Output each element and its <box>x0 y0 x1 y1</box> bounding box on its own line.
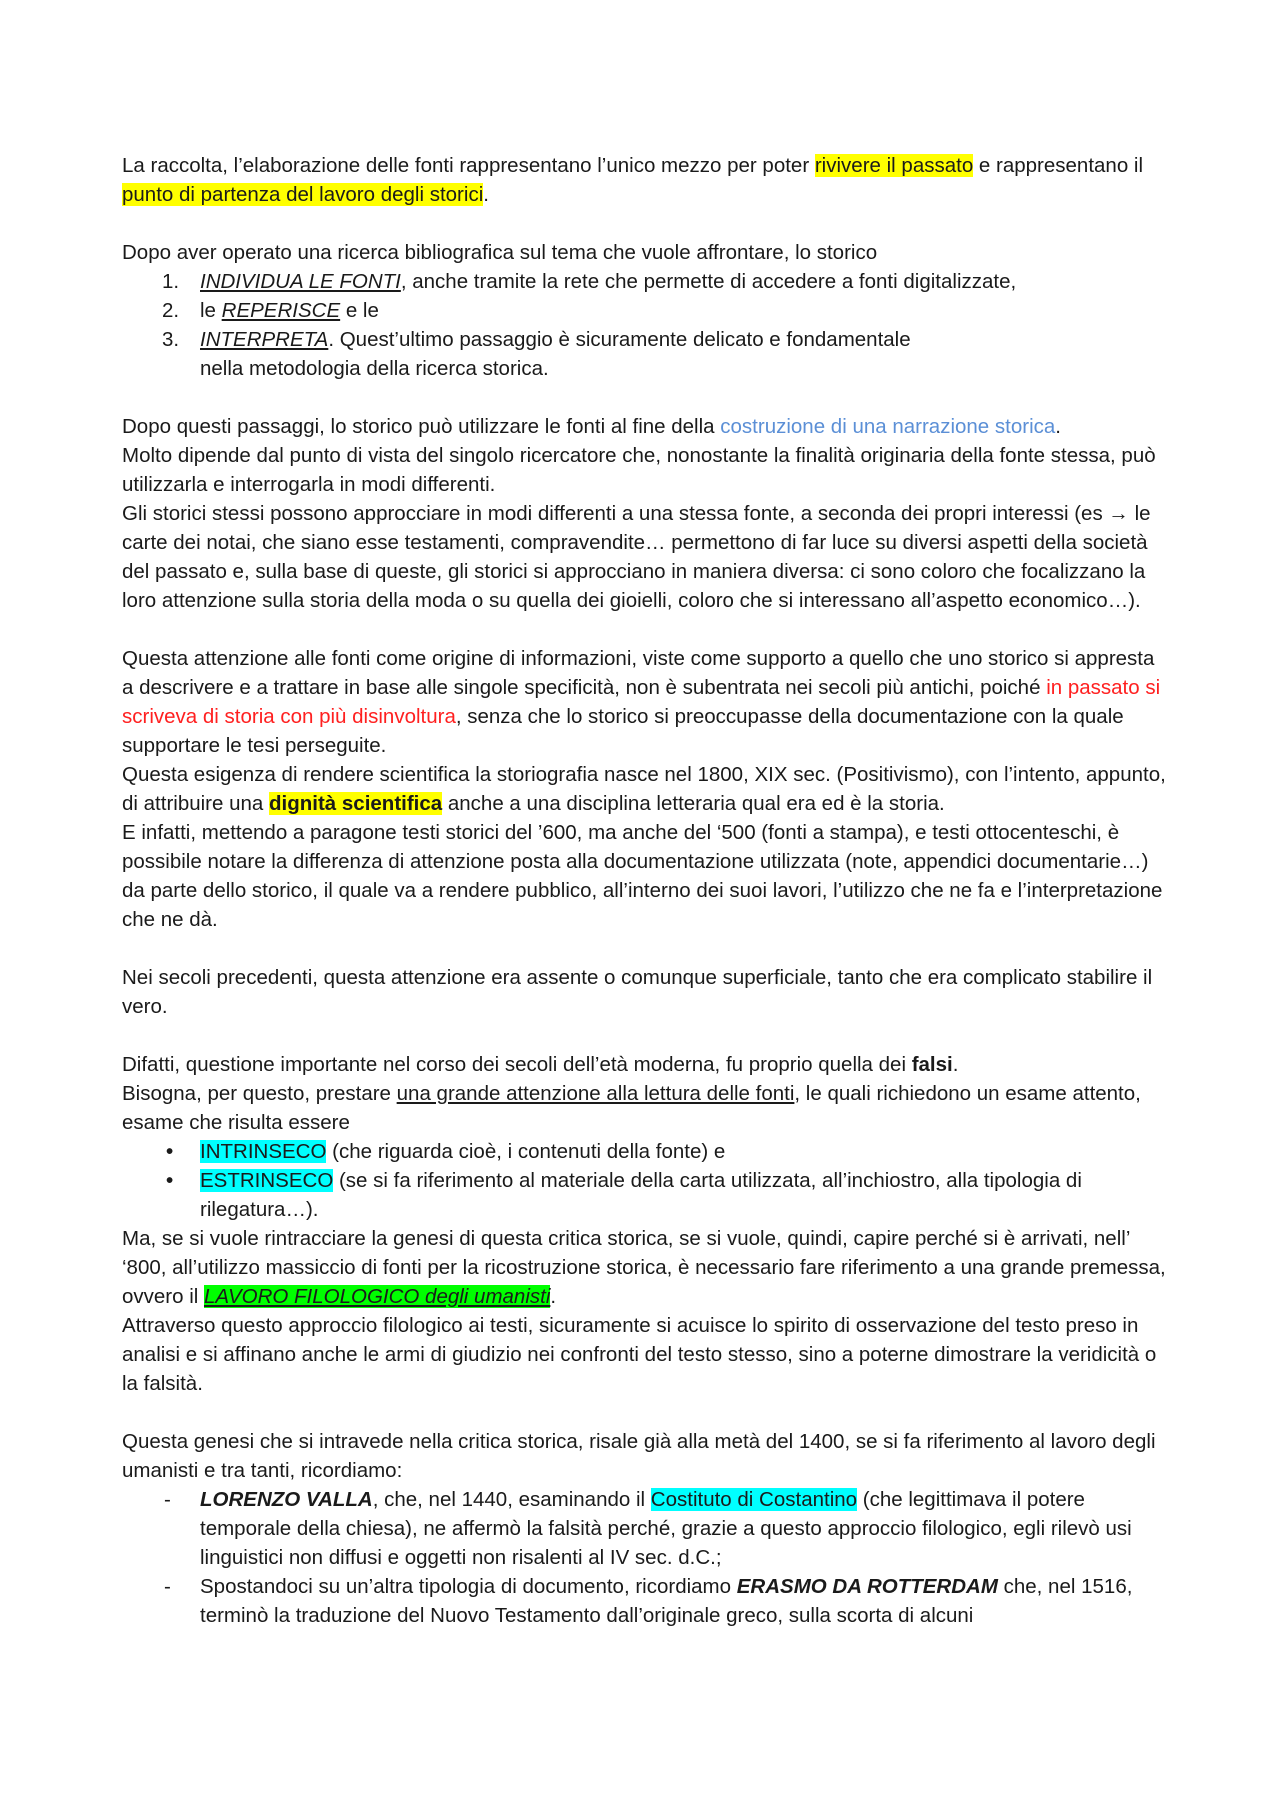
name-lorenzo-valla: LORENZO VALLA <box>200 1488 373 1511</box>
paragraph-intro <box>122 151 1170 209</box>
red-text-disinvoltura: in passato si scriveva di storia con più disinvoltura <box>122 676 1161 728</box>
bold-falsi: falsi <box>911 1053 953 1076</box>
blue-text-narrazione: costruzione di una narrazione storica <box>720 415 1056 438</box>
text: , che, nel 1440, esaminando il <box>372 1488 651 1511</box>
paragraph-approcci <box>122 499 1170 615</box>
paragraph-paragone: E infatti, mettendo a paragone testi storici del ’600, ma anche del ‘500 (fonti a stampa), e testi ottocenteschi, è possibile notare la differenza di attenzione posta alla documentazione utilizzata (note, appendici documentarie…) da parte dello storico, il quale va a rendere pubblico, all’interno dei suoi lavori, l’utilizzo che ne fa e l’interpretazione che ne dà. <box>122 821 1163 931</box>
numbered-list-steps <box>122 267 1170 383</box>
text: e le <box>340 299 379 322</box>
bullet-icon: • <box>166 1140 174 1163</box>
term-individua: INDIVIDUA LE FONTI <box>200 270 401 293</box>
dash-list-umanisti <box>122 1485 1170 1630</box>
paragraph-positivismo <box>122 760 1170 818</box>
text: Dopo questi passaggi, lo storico può utilizzare le fonti al fine della <box>122 415 721 438</box>
text: (che riguarda cioè, i contenuti della fonte) e <box>326 1140 726 1163</box>
bullet-icon: • <box>166 1169 174 1192</box>
bullet-list-esame <box>122 1137 1170 1224</box>
paragraph-umanisti: Questa genesi che si intravede nella critica storica, risale già alla metà del 1400, se si fa riferimento al lavoro degli umanisti e tra tanti, ricordiamo: <box>122 1430 1156 1482</box>
text: , senza che lo storico si preoccupasse della documentazione con la quale supportare le tesi perseguite. <box>122 705 1124 757</box>
list-item <box>122 1137 1170 1166</box>
list-item <box>122 325 1170 383</box>
highlight-punto-partenza: punto di partenza del lavoro degli storici <box>122 183 484 206</box>
text: le <box>200 299 222 322</box>
paragraph-genesi-critica <box>122 1224 1170 1311</box>
highlight-estrinseco: ESTRINSECO <box>200 1169 334 1192</box>
text: . <box>1055 415 1061 438</box>
text: . <box>483 183 489 206</box>
highlight-dignita: dignità scientifica <box>269 792 443 815</box>
text: (che legittimava il potere temporale della chiesa), ne affermò la falsità perché, grazie a questo approccio filologico, egli rilevò usi linguistici non diffusi e oggetti non risalenti al IV sec. d.C.; <box>200 1488 1132 1569</box>
text: , le quali richiedono un esame attento, esame che risulta essere <box>122 1082 1141 1134</box>
paragraph-approccio-filologico: Attraverso questo approccio filologico ai testi, sicuramente si acuisce lo spirito di osservazione del testo preso in analisi e si affinano anche le armi di giudizio nei confronti del testo stesso, sino a poterne dimostrare la veridicità o la falsità. <box>122 1314 1157 1395</box>
term-reperisce: REPERISCE <box>221 299 341 322</box>
highlight-costituto: Costituto di Costantino <box>650 1488 858 1511</box>
dash-marker: - <box>164 1488 171 1511</box>
text: . <box>952 1053 959 1076</box>
paragraph-punto-vista: Molto dipende dal punto di vista del singolo ricercatore che, nonostante la finalità originaria della fonte stessa, può utilizzarla e interrogarla in modi differenti. <box>122 444 1156 496</box>
highlight-lavoro-filologico: LAVORO FILOLOGICO degli umanisti <box>204 1285 551 1308</box>
paragraph-esame <box>122 1079 1170 1137</box>
paragraph-attenzione <box>122 644 1170 760</box>
paragraph-falsi <box>122 1050 1170 1079</box>
list-item <box>122 296 1170 325</box>
list-item <box>122 1572 1170 1630</box>
text: . Quest’ultimo passaggio è sicuramente delicato e fondamentale nella metodologia della ricerca storica. <box>200 328 911 380</box>
text: . <box>550 1285 557 1308</box>
underlined-attenzione: una grande attenzione alla lettura delle fonti <box>396 1082 795 1105</box>
term-interpreta: INTERPRETA <box>200 328 329 351</box>
paragraph-ricerca: Dopo aver operato una ricerca bibliografica sul tema che vuole affrontare, lo storico <box>122 241 878 264</box>
list-number: 1. <box>162 270 180 293</box>
text: Questa attenzione alle fonti come origine di informazioni, viste come supporto a quello che uno storico si appresta a descrivere e a trattare in base alle singole specificità, non è subentrata nei secoli più antichi, poiché <box>122 647 1155 699</box>
list-number: 2. <box>162 299 180 322</box>
list-item <box>122 1166 1170 1224</box>
text: (se si fa riferimento al materiale della carta utilizzata, all’inchiostro, alla tipologia di rilegatura…). <box>200 1169 1082 1221</box>
highlight-intrinseco: INTRINSECO <box>200 1140 327 1163</box>
dash-marker: - <box>164 1575 171 1598</box>
text: Ma, se si vuole rintracciare la genesi di questa critica storica, se si vuole, quindi, capire perché si è arrivati, nell’ ‘800, all’utilizzo massiccio di fonti per la ricostruzione storica, è necessario fare riferimento a una grande premessa, ovvero il <box>122 1227 1166 1308</box>
paragraph-secoli-precedenti: Nei secoli precedenti, questa attenzione era assente o comunque superficiale, tanto che era complicato stabilire il vero. <box>122 966 1153 1018</box>
text: La raccolta, l’elaborazione delle fonti rappresentano l’unico mezzo per poter <box>122 154 815 177</box>
text: Spostandoci su un’altra tipologia di documento, ricordiamo <box>200 1575 737 1598</box>
highlight-rivivere: rivivere il passato <box>814 154 974 177</box>
list-number: 3. <box>162 328 180 351</box>
text: Gli storici stessi possono approcciare in modi differenti a una stessa fonte, a seconda dei propri interessi (es <box>122 502 1109 525</box>
text: Bisogna, per questo, prestare <box>122 1082 397 1105</box>
text: Questa esigenza di rendere scientifica la storiografia nasce nel 1800, XIX sec. (Positivismo), con l’intento, appunto, di attribuire una <box>122 763 1166 815</box>
paragraph-narrazione <box>122 412 1170 441</box>
name-erasmo: ERASMO DA ROTTERDAM <box>736 1575 998 1598</box>
list-item <box>122 1485 1170 1572</box>
text: che, nel 1516, terminò la traduzione del Nuovo Testamento dall’originale greco, sulla scorta di alcuni <box>200 1575 1133 1627</box>
list-item <box>122 267 1170 296</box>
text: , anche tramite la rete che permette di accedere a fonti digitalizzate, <box>400 270 1017 293</box>
text: Difatti, questione importante nel corso dei secoli dell’età moderna, fu proprio quella dei <box>122 1053 912 1076</box>
text: e rappresentano il <box>973 154 1144 177</box>
text: le carte dei notai, che siano esse testamenti, compravendite… permettono di far luce su diversi aspetti della società del passato e, sulla base di queste, gli storici si approcciano in maniera diversa: ci sono coloro che focalizzano la loro attenzione sulla storia della moda o su quella dei gioielli, coloro che si interessano all’aspetto economico…). <box>122 502 1151 612</box>
arrow-icon: → <box>1108 502 1129 525</box>
text: anche a una disciplina letteraria qual era ed è la storia. <box>442 792 945 815</box>
